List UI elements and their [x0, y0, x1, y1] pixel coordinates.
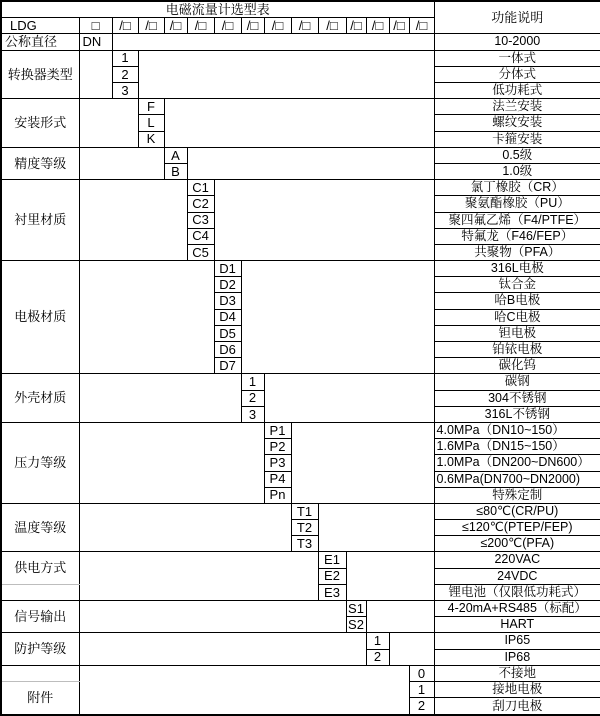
option-desc: 304不锈钢: [434, 390, 600, 406]
model-slot-box: /□: [291, 18, 318, 34]
spacer-cell: [214, 180, 434, 261]
spacer-cell: [79, 261, 214, 374]
option-desc: 刮刀电极: [434, 698, 600, 715]
spacer-cell: [79, 374, 241, 423]
option-desc: 316L电极: [434, 261, 600, 277]
group-label: 温度等级: [1, 503, 79, 552]
model-slot-box: /□: [187, 18, 214, 34]
spacer-cell: [264, 374, 434, 423]
option-desc: 碳钢: [434, 374, 600, 390]
option-desc: 锂电池（仅限低功耗式）: [434, 584, 600, 600]
spacer-cell: [79, 552, 318, 601]
option-code: T1: [291, 503, 318, 519]
option-desc: 共聚物（PFA）: [434, 244, 600, 260]
option-code: 1: [241, 374, 264, 390]
group-label-spacer: [1, 584, 79, 600]
option-code: D2: [214, 277, 241, 293]
option-desc: 钛合金: [434, 277, 600, 293]
option-code: S1: [346, 601, 366, 617]
model-slot-box: /□: [409, 18, 434, 34]
model-slot-box: /□: [318, 18, 346, 34]
option-code: K: [138, 131, 164, 147]
group-label: 电极材质: [1, 261, 79, 374]
dn-code: DN: [79, 34, 112, 50]
model-slot-box: /□: [164, 18, 187, 34]
option-desc: 24VDC: [434, 568, 600, 584]
spacer-cell: [79, 503, 291, 552]
function-header: 功能说明: [434, 1, 600, 34]
spacer-cell: [79, 633, 366, 665]
option-code: D4: [214, 309, 241, 325]
option-code: T3: [291, 536, 318, 552]
option-desc: 220VAC: [434, 552, 600, 568]
option-desc: 1.6MPa（DN15~150）: [434, 439, 600, 455]
option-code: 0: [409, 665, 434, 681]
option-desc: 碳化钨: [434, 358, 600, 374]
option-code: 2: [366, 649, 389, 665]
option-desc: 1.0MPa（DN200~DN600）: [434, 455, 600, 471]
option-code: C3: [187, 212, 214, 228]
option-desc: ≤120℃(PTEP/FEP): [434, 520, 600, 536]
model-slot-box: /□: [264, 18, 291, 34]
model-slot-box: /□: [214, 18, 241, 34]
option-desc: 铂铱电极: [434, 342, 600, 358]
option-desc: 不接地: [434, 665, 600, 681]
option-code: 3: [241, 406, 264, 422]
option-code: C5: [187, 244, 214, 260]
table-title: 电磁流量计选型表: [1, 1, 434, 18]
option-desc: 特氟龙（F46/FEP）: [434, 228, 600, 244]
option-code: P4: [264, 471, 291, 487]
option-code: D5: [214, 325, 241, 341]
option-desc: 316L不锈钢: [434, 406, 600, 422]
model-prefix: LDG: [1, 18, 79, 34]
spacer-cell: [79, 422, 264, 503]
group-label: 供电方式: [1, 552, 79, 584]
option-desc: 法兰安装: [434, 99, 600, 115]
option-code: D7: [214, 358, 241, 374]
spacer-cell: [346, 552, 434, 601]
option-desc: 哈B电极: [434, 293, 600, 309]
option-desc: 聚氨酯橡胶（PU）: [434, 196, 600, 212]
spacer-cell: [389, 633, 434, 665]
option-code: E3: [318, 584, 346, 600]
option-desc: 哈C电极: [434, 309, 600, 325]
spacer-cell: [79, 99, 138, 148]
option-desc: 分体式: [434, 66, 600, 82]
spacer-cell: [79, 665, 409, 715]
option-desc: 一体式: [434, 50, 600, 66]
group-label: 安装形式: [1, 99, 79, 148]
spacer-cell: [112, 34, 434, 50]
spacer-cell: [187, 147, 434, 179]
option-desc: 0.5级: [434, 147, 600, 163]
option-code: 2: [112, 66, 138, 82]
model-slot-box: /□: [241, 18, 264, 34]
spacer-cell: [79, 147, 164, 179]
spacer-cell: [164, 99, 434, 148]
option-code: P3: [264, 455, 291, 471]
option-code: T2: [291, 520, 318, 536]
option-desc: 钽电极: [434, 325, 600, 341]
option-desc: 低功耗式: [434, 83, 600, 99]
option-code: S2: [346, 617, 366, 633]
option-code: A: [164, 147, 187, 163]
spacer-cell: [79, 601, 346, 633]
option-code: C4: [187, 228, 214, 244]
option-desc: 卡箍安装: [434, 131, 600, 147]
spacer-cell: [291, 422, 434, 503]
option-desc: 氯丁橡胶（CR）: [434, 180, 600, 196]
option-code: E1: [318, 552, 346, 568]
model-slot-box: /□: [138, 18, 164, 34]
option-desc: IP68: [434, 649, 600, 665]
model-slot-box: /□: [346, 18, 366, 34]
group-label: 附件: [1, 681, 79, 715]
group-label: 防护等级: [1, 633, 79, 665]
spacer-cell: [318, 503, 434, 552]
option-code: D6: [214, 342, 241, 358]
spacer-cell: [366, 601, 434, 633]
option-code: D3: [214, 293, 241, 309]
model-slot-box: /□: [389, 18, 409, 34]
option-code: 2: [409, 698, 434, 715]
option-desc: 聚四氟乙烯（F4/PTFE）: [434, 212, 600, 228]
group-label: 衬里材质: [1, 180, 79, 261]
model-slot-box: /□: [112, 18, 138, 34]
option-desc: 特殊定制: [434, 487, 600, 503]
dn-desc: 10-2000: [434, 34, 600, 50]
option-desc: 0.6MPa(DN700~DN2000): [434, 471, 600, 487]
option-desc: ≤80℃(CR/PU): [434, 503, 600, 519]
option-code: P1: [264, 422, 291, 438]
option-code: D1: [214, 261, 241, 277]
model-slot-box: /□: [366, 18, 389, 34]
group-label: 压力等级: [1, 422, 79, 503]
option-desc: 1.0级: [434, 163, 600, 179]
option-desc: 4-20mA+RS485（标配）: [434, 601, 600, 617]
option-code: C1: [187, 180, 214, 196]
spacer-cell: [241, 261, 434, 374]
spacer-cell: [138, 50, 434, 99]
model-first-box: □: [79, 18, 112, 34]
option-code: 1: [366, 633, 389, 649]
spacer-cell: [79, 50, 112, 99]
group-label: 信号输出: [1, 601, 79, 633]
option-desc: 4.0MPa（DN10~150）: [434, 422, 600, 438]
option-code: 1: [409, 681, 434, 697]
option-code: 2: [241, 390, 264, 406]
group-label: 外壳材质: [1, 374, 79, 423]
option-desc: HART: [434, 617, 600, 633]
option-code: 1: [112, 50, 138, 66]
option-desc: IP65: [434, 633, 600, 649]
group-label: 精度等级: [1, 147, 79, 179]
option-code: F: [138, 99, 164, 115]
option-desc: ≤200℃(PFA): [434, 536, 600, 552]
group-label: 转换器类型: [1, 50, 79, 99]
option-code: E2: [318, 568, 346, 584]
dn-label: 公称直径: [1, 34, 79, 50]
option-code: B: [164, 163, 187, 179]
option-code: P2: [264, 439, 291, 455]
option-desc: 接地电极: [434, 681, 600, 697]
option-code: Pn: [264, 487, 291, 503]
option-code: 3: [112, 83, 138, 99]
option-code: C2: [187, 196, 214, 212]
option-code: L: [138, 115, 164, 131]
group-label-spacer: [1, 665, 79, 681]
option-desc: 螺纹安装: [434, 115, 600, 131]
spacer-cell: [79, 180, 187, 261]
